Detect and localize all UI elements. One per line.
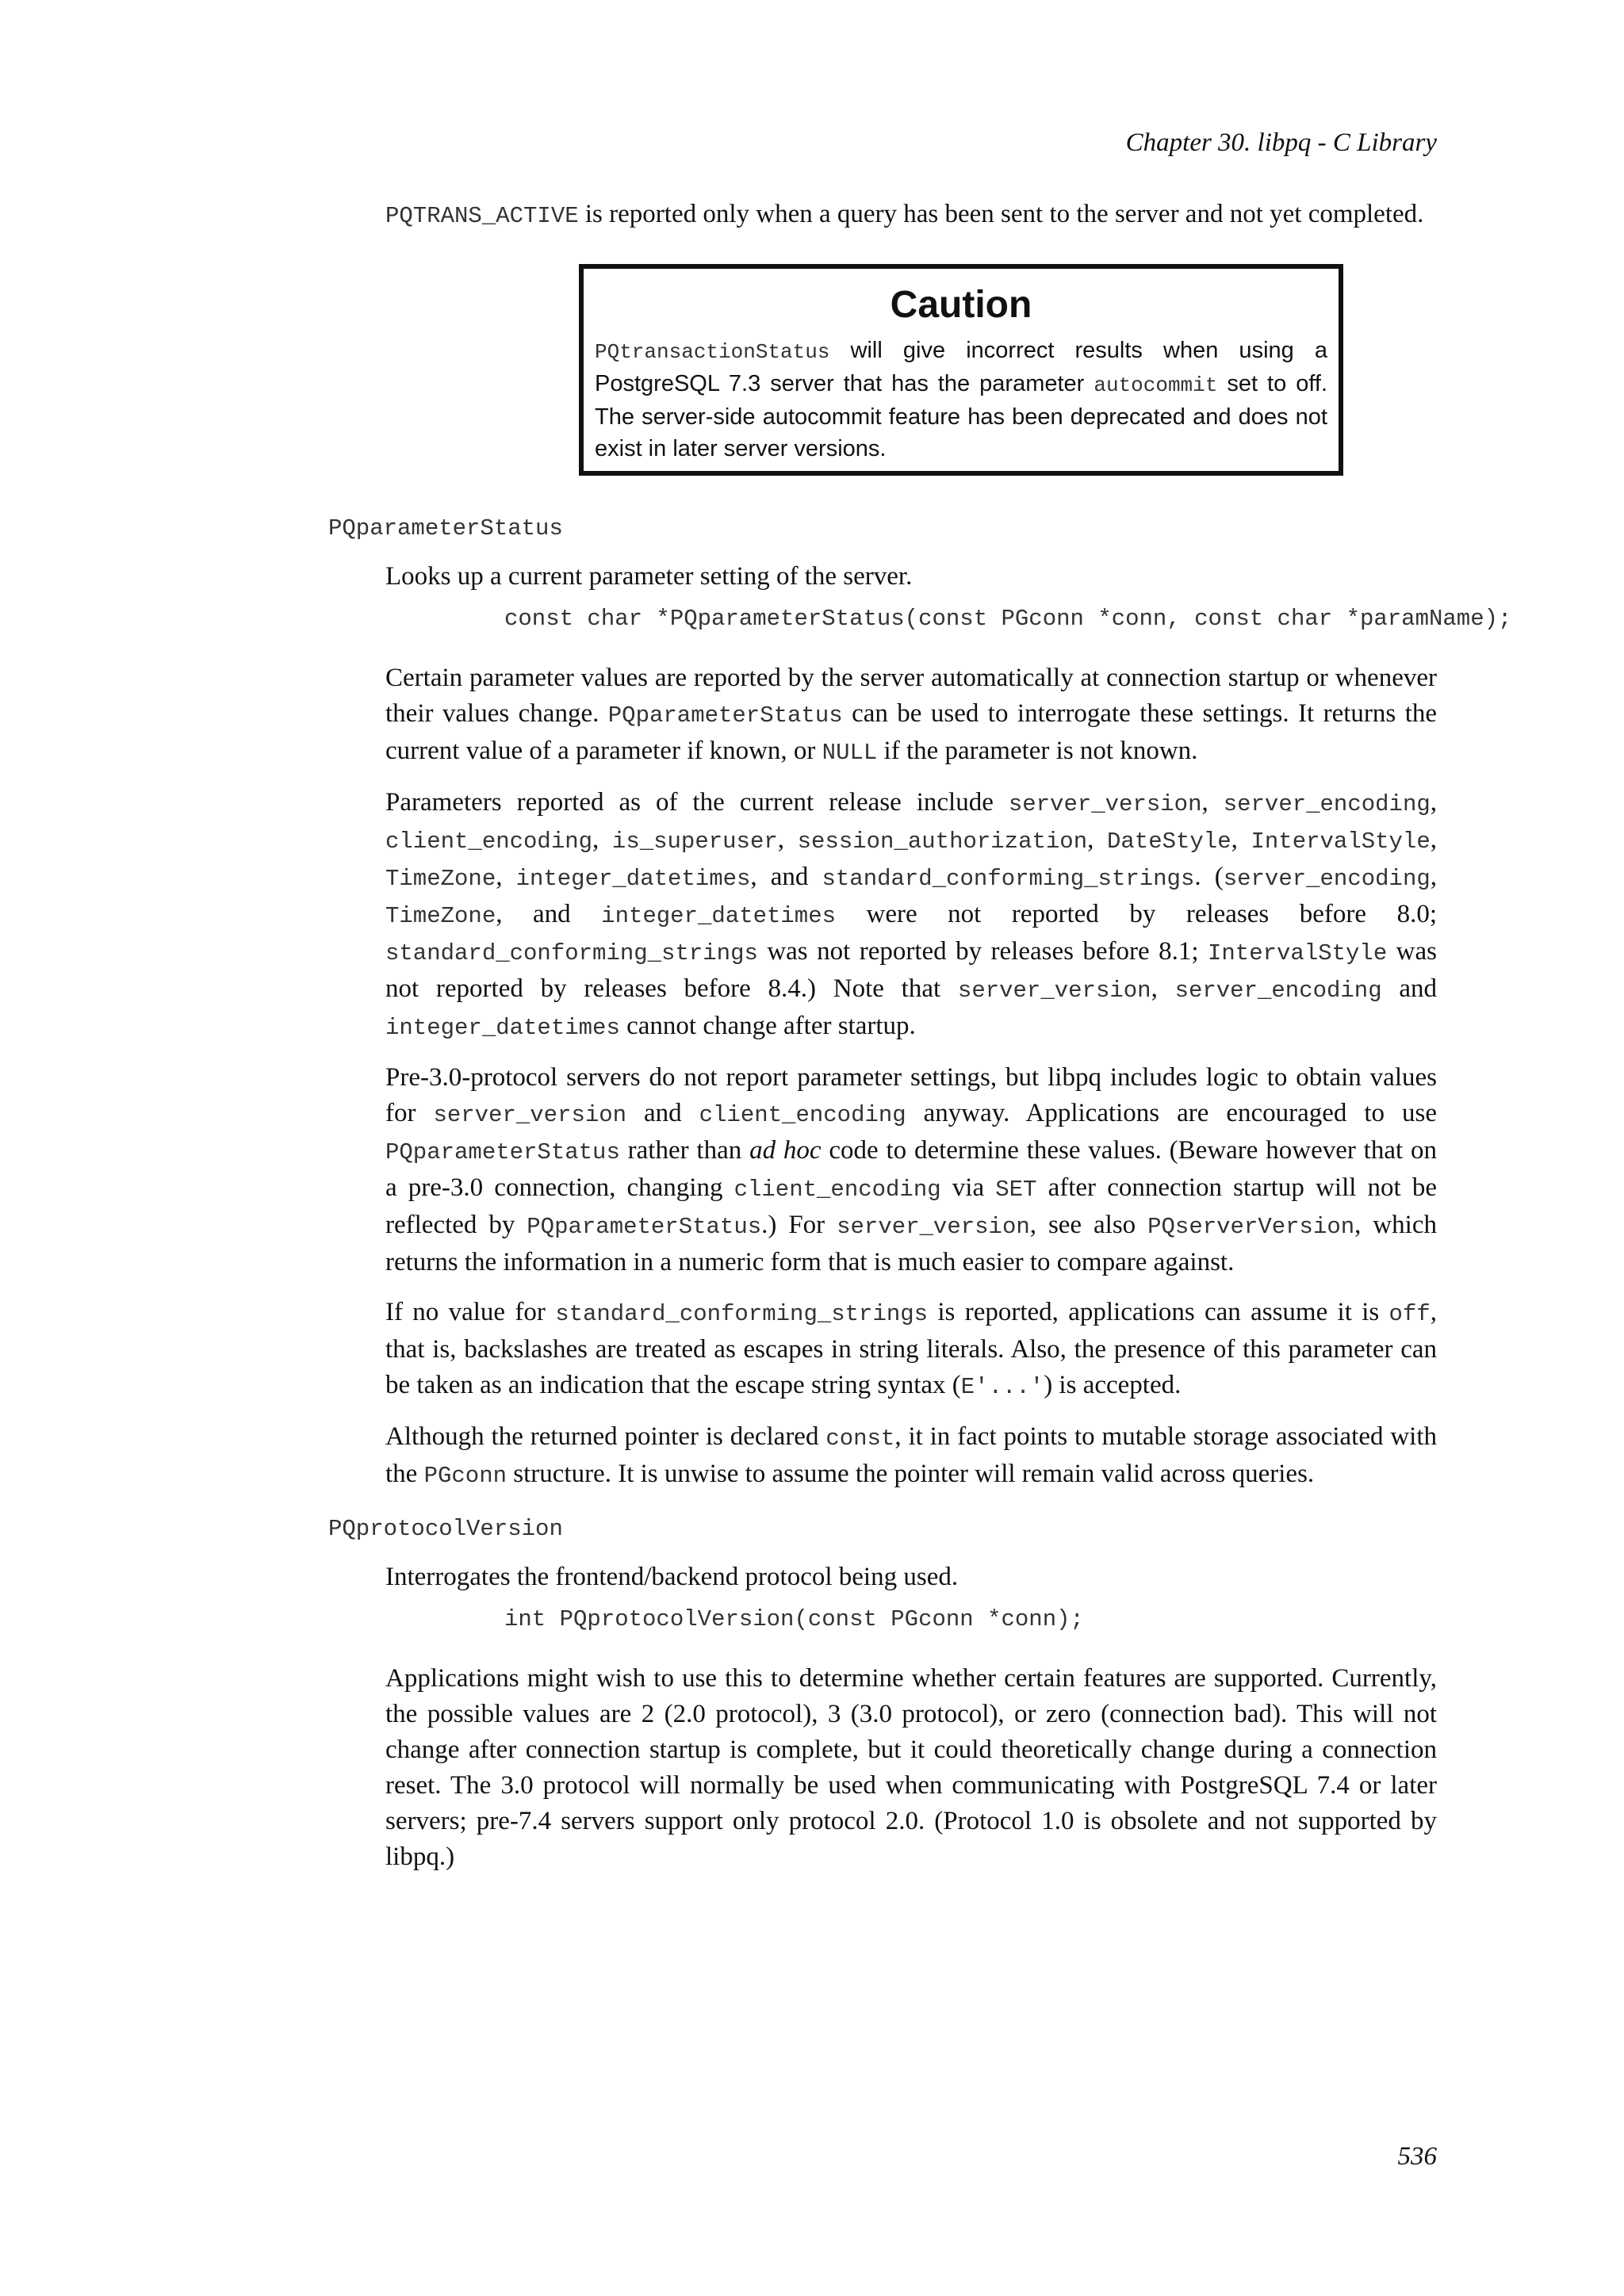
term-pqparameterstatus: PQparameterStatus — [328, 515, 563, 541]
inline-code: PQTRANS_ACTIVE — [385, 203, 579, 229]
pqprotocolversion-paragraph-1: Applications might wish to use this to determine whether certain features are supported. Currently, the possible values are 2 (2.0 protocol), 3 (3.0 protocol), or zero (connection bad). This will not change after connection startup is complete, but it could theoretically change during a connection reset. The 3.0 protocol will normally be used when communicating with PostgreSQL 7.4 or later servers; pre-7.4 servers support only protocol 2.0. (Protocol 1.0 is obsolete and not supported by libpq.) — [385, 1664, 1437, 1871]
pqprotocolversion-summary: Interrogates the frontend/backend protocol being used. — [385, 1563, 959, 1591]
inline-code: autocommit — [1094, 373, 1218, 397]
running-header: Chapter 30. libpq - C Library — [1125, 128, 1437, 157]
pqparameterstatus-summary: Looks up a current parameter setting of the server. — [385, 562, 913, 591]
pqprotocolversion-synopsis: int PQprotocolVersion(const PGconn *conn); — [504, 1606, 1084, 1632]
intro-paragraph: PQTRANS_ACTIVE is reported only when a query has been sent to the server and not yet completed. — [385, 200, 1424, 229]
pqparameterstatus-paragraph-4: If no value for standard_conforming_strings is reported, applications can assume it is off, that is, backslashes are treated as escapes in string literals. Also, the presence of this parameter can be taken as an indication that the escape string syntax (E'...') is accepted. — [385, 1298, 1438, 1400]
page-number: 536 — [1397, 2142, 1437, 2171]
caution-text: PQtransactionStatus will give incorrect results when using a PostgreSQL 7.3 server that has the parameter autocommit set to off. The server-side autocommit feature has been deprecated and does not exist in later server versions. — [595, 338, 1327, 461]
pqparameterstatus-synopsis: const char *PQparameterStatus(const PGconn *conn, const char *paramName); — [504, 606, 1512, 632]
inline-code: PQtransactionStatus — [595, 340, 830, 364]
page-content — [0, 197, 1624, 1875]
pqparameterstatus-paragraph-2: Parameters reported as of the current release include server_version, server_encoding, client_encoding, is_superuser, session_authorization, DateStyle, IntervalStyle, TimeZone, integer_datetimes, and standard_conforming_strings. (server_encoding, TimeZone, and integer_datetimes were not reported by releases before 8.0; standard_conforming_strings was not reported by releases before 8.1; IntervalStyle was not reported by releases before 8.4.) Note that server_version, server_encoding and integer_datetimes cannot change after startup. — [385, 788, 1438, 1041]
caution-title: Caution — [890, 284, 1032, 326]
term-pqprotocolversion: PQprotocolVersion — [328, 1516, 563, 1542]
pqparameterstatus-paragraph-3: Pre-3.0-protocol servers do not report parameter settings, but libpq includes logic to obtain values for server_version and client_encoding anyway. Applications are encouraged to use PQparameterStatus rather than ad hoc code to determine these values. (Beware however that on a pre-3.0 connection, changing client_encoding via SET after connection startup will not be reflected by PQparameterStatus.) For server_version, see also PQserverVersion, which returns the information in a numeric form that is much easier to compare against. — [385, 1063, 1438, 1276]
caution-box — [579, 264, 1343, 476]
pqparameterstatus-paragraph-1: Certain parameter values are reported by the server automatically at connection startup or whenever their values change. PQparameterStatus can be used to interrogate these settings. It returns the current value of a parameter if known, or NULL if the parameter is not known. — [385, 664, 1438, 766]
pqparameterstatus-paragraph-5: Although the returned pointer is declared const, it in fact points to mutable storage associated with the PGconn structure. It is unwise to assume the pointer will remain valid across queries. — [385, 1422, 1437, 1489]
